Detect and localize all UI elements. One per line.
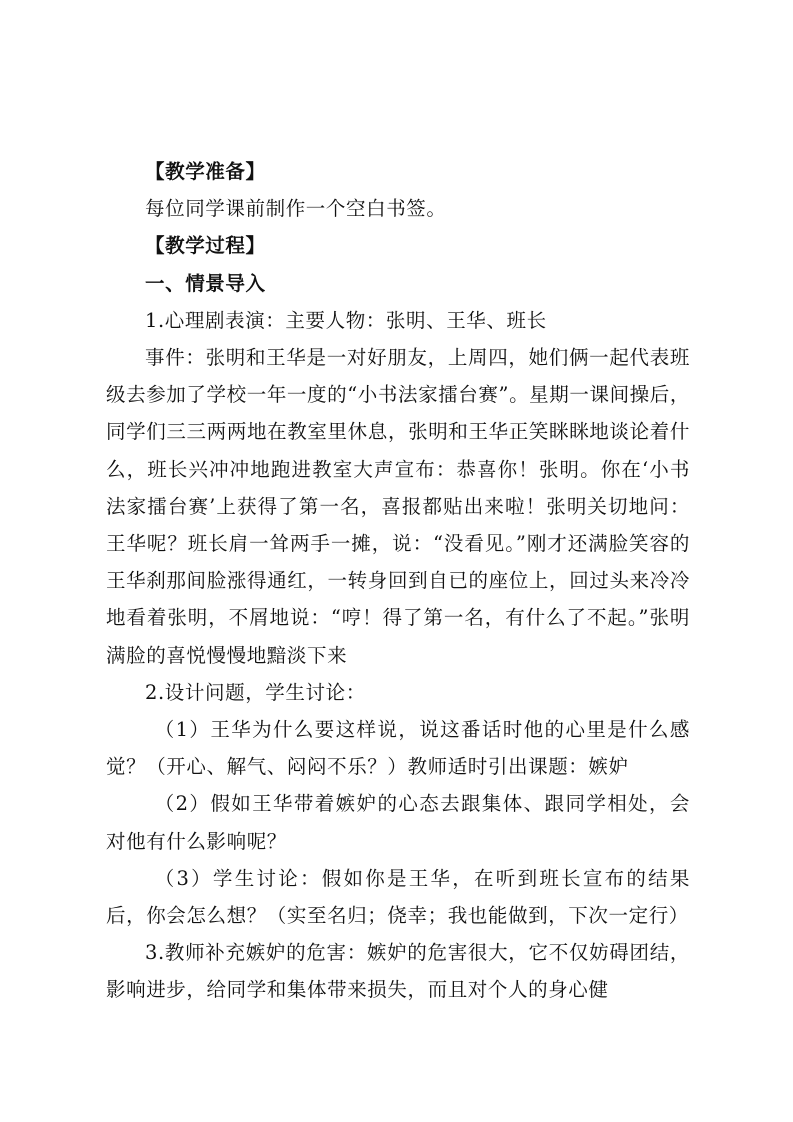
document-body xyxy=(106,153,690,1009)
item-jealousy-harm: 3.教师补充嫉妒的危害：嫉妒的危害很大，它不仅妨碍团结，影响进步，给同学和集体带来损失，而且对个人的身心健 xyxy=(106,941,690,1002)
question-1: （1）王华为什么要这样说，说这番话时他的心里是什么感觉？（开心、解气、闷闷不乐？）教师适时引出课题：嫉妒 xyxy=(106,718,690,779)
heading-teaching-process: 【教学过程】 xyxy=(145,234,266,258)
item-design-questions: 2.设计问题，学生讨论： xyxy=(145,680,366,704)
question-3: （3）学生讨论：假如你是王华，在听到班长宣布的结果后，你会怎么想？（实至名归；侥幸；我也能做到，下次一定行） xyxy=(106,866,690,928)
question-2: （2）假如王华带着嫉妒的心态去跟集体、跟同学相处，会对他有什么影响呢？ xyxy=(106,792,690,853)
heading-teaching-preparation: 【教学准备】 xyxy=(145,160,266,183)
preparation-text: 每位同学课前制作一个空白书签。 xyxy=(145,197,447,221)
event-paragraph: 事件：张明和王华是一对好朋友，上周四，她们俩一起代表班级去参加了学校一年一度的“小书法家擂台赛”。星期一课间操后，同学们三三两两地在教室里休息，张明和王华正笑眯眯地谈论着什么，班长兴冲冲地跑进教室大声宣布：恭喜你！张明。你在‘小书法家擂台赛’上获得了第一名，喜报都贴出来啦！张明关切地问：王华呢？班长肩一耸两手一摊，说：“没看见。”刚才还满脸笑容的王华刹那间脸涨得通红，一转身回到自已的座位上，回过头来冷冷地看着张明，不屑地说：“哼！得了第一名，有什么了不起。”张明满脸的喜悦慢慢地黯淡下来 xyxy=(106,346,690,667)
section-scenario-intro-title: 一、情景导入 xyxy=(145,271,266,295)
item-psychodrama: 1.心理剧表演：主要人物：张明、王华、班长 xyxy=(145,308,547,332)
